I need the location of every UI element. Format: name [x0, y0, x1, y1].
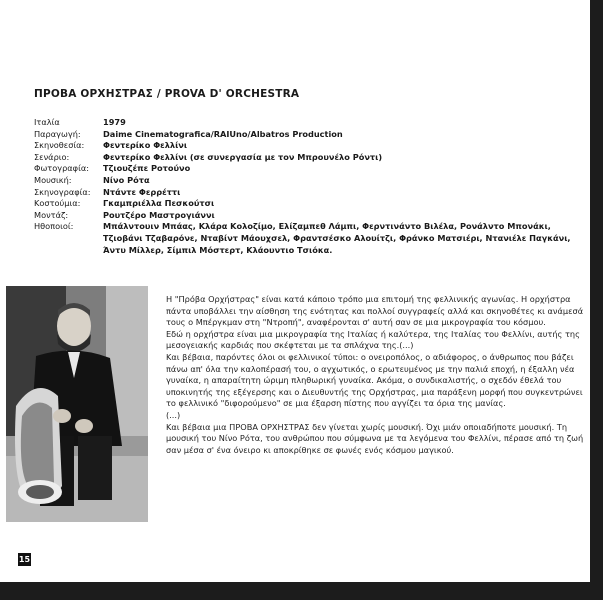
photo-illustration [6, 286, 148, 522]
credit-row-music [34, 175, 582, 187]
credit-row-director [34, 140, 582, 152]
credit-value: Φεντερίκο Φελλίνι [103, 140, 188, 151]
credit-value: Ντάντε Φερρέττι [103, 186, 181, 197]
body-paragraph: Εδώ η ορχήστρα είναι μια μικρογραφία της Ιταλίας ή καλύτερα, της Ιταλίας του Φελλίνι, αυτής της μεσογειακής καρδιάς που σκέφτεται με τα σπλάχνα της.(...) [166, 328, 580, 351]
credit-value: Φεντερίκο Φελλίνι (σε συνεργασία με τον Μπρουνέλο Ρόντι) [103, 151, 383, 162]
body-paragraph: (...) [166, 409, 181, 420]
credit-label: Κοστούμια: [34, 198, 81, 209]
credit-row-cast [34, 221, 582, 256]
credit-value: Ρουτζέρο Μαστρογιάννι [103, 209, 215, 220]
credit-row-set-design [34, 187, 582, 199]
credit-row-photography [34, 163, 582, 175]
credit-label: Σενάριο: [34, 151, 70, 162]
credit-value: Daime Cinematografica/RAIUno/Albatros Production [103, 128, 343, 139]
credit-label: Σκηνοθεσία: [34, 140, 85, 151]
page-number-badge: 15 [18, 555, 31, 564]
credit-row-country [34, 117, 582, 129]
credit-row-screenplay [34, 152, 582, 164]
credit-label: Ηθοποιοί: [34, 221, 74, 232]
body-paragraph: Και βέβαια μια ΠΡΟΒΑ ΟΡΧΗΣΤΡΑΣ δεν γίνεται χωρίς μουσική. Όχι μιάν οποιαδήποτε μουσική. Τη μουσική του Νίνο Ρότα, του ανθρώπου που σύμφωνα με τα λεγόμενα του Φελλίνι, πέρασε από τη ζωή σαν μέσα σ' ένα όνειρο κι αποκρίθηκε σε φωνές ενός κόσμου μαγικού. [166, 421, 584, 455]
credit-value: Γκαμπριέλλα Πεσκούτσι [103, 198, 215, 209]
credit-label: Ιταλία [34, 117, 60, 127]
credit-label: Παραγωγή: [34, 128, 81, 139]
credit-row-costumes [34, 198, 582, 210]
bottom-border-bar [0, 582, 603, 600]
credit-label: Φωτογραφία: [34, 163, 90, 174]
credit-row-production [34, 129, 582, 141]
credit-label: Σκηνογραφία: [34, 186, 91, 197]
credit-value: Νίνο Ρότα [103, 174, 150, 185]
right-border-bar [590, 0, 603, 600]
musician-with-tuba-photo [6, 286, 148, 522]
credit-value: 1979 [103, 117, 126, 127]
credit-value: Μπάλντουιν Μπάας, Κλάρα Κολοζίμο, Ελίζαμπεθ Λάμπι, Φερντινάντο Βιλέλα, Ρονάλντο Μπονάκι, Τζιοβάνι Τζαβαρόνε, Νταβίντ Μάουχσελ, Φραντσέσκο Αλουίτζι, Φράνκο Ματσιέρι, Ντανιέλε Παγκάνι, Άντυ Μίλλερ, Σίμπιλ Μόστερτ, Κλάουντιο Τσιόκα. [103, 221, 571, 255]
article-body [166, 294, 586, 456]
credit-row-editing [34, 210, 582, 222]
credits-list [34, 117, 582, 256]
credit-value: Τζιουζέπε Ροτούνο [103, 163, 191, 174]
credit-label: Μοντάζ: [34, 209, 69, 220]
body-paragraph: Και βέβαια, παρόντες όλοι οι φελλινικοί τύποι: ο ονειροπόλος, ο αδιάφορος, ο άνθρωπος που βάζει πάνω απ' όλα την καλοπέρασή του, ο αγχωτικός, ο ερωτευμένος με την παλιά εποχή, η έξαλλη νέα γυναίκα, η απαραίτητη ώριμη πληθωρική γυναίκα. Ακόμα, ο συνδικαλιστής, ο σχεδόν έθελά του υποκινητής της εξέγερσης και ο Διευθυντής της Ορχήστρας, μια παράξενη μορφή που συγκεντρώνει το φελλινικό "διφορούμενο" σε μια έξαρση πίστης που αγγίζει τα όρια της μανίας. [166, 351, 583, 409]
credit-label: Μουσική: [34, 174, 72, 185]
page-title: ΠΡΟΒΑ ΟΡΧΗΣΤΡΑΣ / PROVA D' ORCHESTRA [34, 88, 300, 100]
body-paragraph: Η "Πρόβα Ορχήστρας" είναι κατά κάποιο τρόπο μια επιτομή της φελλινικής αγωνίας. Η ορχήστρα πάντα υποβάλλει την αίσθηση της ενότητας και πολλοί συγγραφείς αλλά και σκηνοθέτες κι ανάμεσά τους ο Μπέργκμαν στη "Ντροπή", αναφέρονται σ' αυτή σαν σε μια μικρογραφία του κόσμου. [166, 294, 584, 328]
